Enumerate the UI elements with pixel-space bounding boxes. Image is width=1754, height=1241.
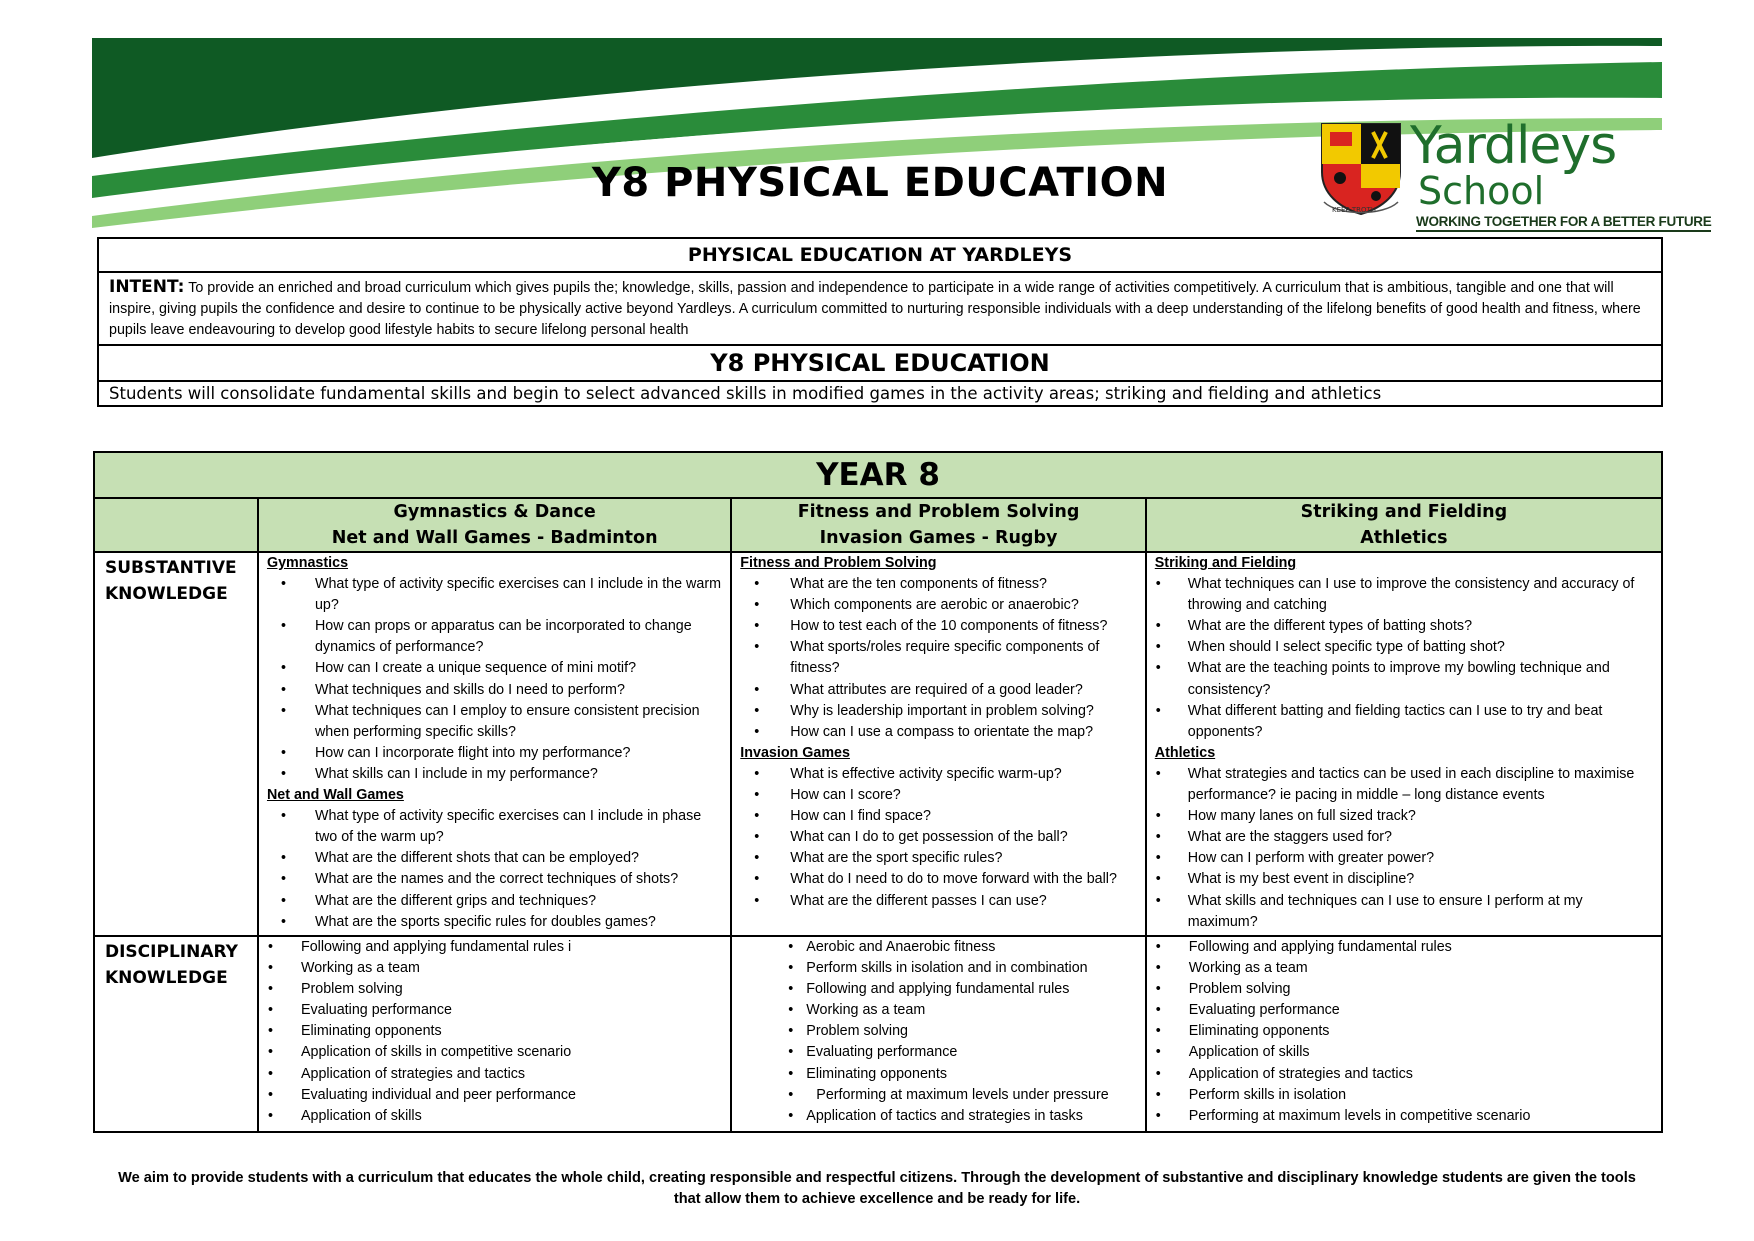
list-item: • How can props or apparatus can be incorporated to change dynamics of performance? bbox=[267, 616, 724, 658]
disciplinary-col2-cell bbox=[731, 936, 1145, 1132]
substantive-gymnastics-cell bbox=[258, 552, 731, 936]
list-item: • What different batting and fielding tactics can I use to try and beat opponents? bbox=[1155, 701, 1655, 743]
list-item: • What are the sport specific rules? bbox=[740, 848, 1138, 869]
subheading: Striking and Fielding bbox=[1154, 555, 1297, 571]
list-item: • What are the teaching points to improve my bowling technique and consistency? bbox=[1155, 658, 1655, 700]
year-heading: Y8 PHYSICAL EDUCATION bbox=[98, 345, 1662, 381]
subheading: Invasion Games bbox=[740, 744, 850, 761]
corner-cell bbox=[94, 498, 258, 552]
row-label-line: DISCIPLINARY bbox=[105, 942, 238, 962]
list-item: • What is my best event in discipline? bbox=[1155, 869, 1655, 890]
bullet-list bbox=[267, 937, 724, 1127]
logo-name: Yardleys bbox=[1410, 116, 1617, 176]
bullet-list bbox=[267, 574, 724, 785]
list-item: • Eliminating opponents bbox=[267, 1021, 724, 1042]
list-item: • What techniques and skills do I need to perform? bbox=[267, 680, 724, 701]
list-item: • What techniques can I use to improve the consistency and accuracy of throwing and catching bbox=[1155, 574, 1655, 616]
subheading: Net and Wall Games bbox=[266, 787, 404, 804]
list-item: • What are the different types of batting shots? bbox=[1155, 616, 1655, 637]
substantive-striking-cell bbox=[1146, 552, 1662, 936]
list-item: • How can I use a compass to orientate the map? bbox=[740, 722, 1138, 743]
row-label-substantive bbox=[94, 552, 258, 936]
intent-text: To provide an enriched and broad curriculum which gives pupils the; knowledge, skills, passion and independence to participate in a wide range of activities competitively. A curriculum that is ambitious, tangible and one that will inspire, giving pupils the confidence and desire to continue to be physically active beyond Yardleys. A curriculum committed to nurturing responsible individuals with a deep understanding of the lifelong benefits of good health and fitness, where pupils leave endeavouring to develop good lifestyle habits to secure lifelong personal health bbox=[109, 280, 1641, 338]
bullet-list bbox=[1155, 937, 1655, 1127]
list-item: • Following and applying fundamental rules bbox=[1155, 937, 1655, 958]
bullet-list bbox=[740, 764, 1138, 912]
bullet-list bbox=[1155, 764, 1655, 933]
crest-icon bbox=[1318, 120, 1404, 218]
bullet-list bbox=[267, 806, 724, 933]
list-item: • Application of tactics and strategies in tasks bbox=[740, 1106, 1138, 1127]
list-item: • Performing at maximum levels under pressure bbox=[740, 1085, 1138, 1106]
column-header-2 bbox=[731, 498, 1145, 552]
list-item: • How to test each of the 10 components of fitness? bbox=[740, 616, 1138, 637]
list-item: • What can I do to get possession of the ball? bbox=[740, 827, 1138, 848]
intro-table bbox=[97, 237, 1663, 407]
disciplinary-col3-cell bbox=[1146, 936, 1662, 1132]
crest-motto: KEEP TROTH bbox=[1332, 206, 1377, 214]
school-logo bbox=[1318, 116, 1712, 230]
list-item: • What type of activity specific exercises can I include in the warm up? bbox=[267, 574, 724, 616]
list-item: • Evaluating performance bbox=[740, 1042, 1138, 1063]
disciplinary-col1-cell bbox=[258, 936, 731, 1132]
substantive-fitness-cell bbox=[731, 552, 1145, 936]
list-item: • Which components are aerobic or anaerobic? bbox=[740, 595, 1138, 616]
list-item: • Perform skills in isolation and in combination bbox=[740, 958, 1138, 979]
list-item: • Following and applying fundamental rules i bbox=[267, 937, 724, 958]
list-item: • How can I create a unique sequence of mini motif? bbox=[267, 658, 724, 679]
list-item: • Evaluating performance bbox=[267, 1000, 724, 1021]
list-item: • How can I perform with greater power? bbox=[1155, 848, 1655, 869]
bullet-list bbox=[1155, 574, 1655, 743]
list-item: • How many lanes on full sized track? bbox=[1155, 806, 1655, 827]
list-item: • Application of skills in competitive scenario bbox=[267, 1042, 724, 1063]
list-item: • Perform skills in isolation bbox=[1155, 1085, 1655, 1106]
list-item: • What sports/roles require specific components of fitness? bbox=[740, 637, 1138, 679]
list-item: • When should I select specific type of batting shot? bbox=[1155, 637, 1655, 658]
list-item: • Working as a team bbox=[1155, 958, 1655, 979]
list-item: • What are the different shots that can be employed? bbox=[267, 848, 724, 869]
row-label-line: KNOWLEDGE bbox=[105, 584, 228, 604]
list-item: • Application of strategies and tactics bbox=[267, 1064, 724, 1085]
list-item: • Problem solving bbox=[1155, 979, 1655, 1000]
list-item: • Evaluating individual and peer performance bbox=[267, 1085, 724, 1106]
list-item: • How can I find space? bbox=[740, 806, 1138, 827]
list-item: • What attributes are required of a good leader? bbox=[740, 680, 1138, 701]
column-header-line: Invasion Games - Rugby bbox=[819, 528, 1058, 548]
column-header-3 bbox=[1146, 498, 1662, 552]
list-item: • Working as a team bbox=[740, 1000, 1138, 1021]
list-item: • Application of strategies and tactics bbox=[1155, 1064, 1655, 1085]
list-item: • Problem solving bbox=[267, 979, 724, 1000]
list-item: • Application of skills bbox=[267, 1106, 724, 1127]
logo-subtitle: School bbox=[1418, 169, 1545, 213]
intent-cell bbox=[98, 272, 1662, 345]
list-item: • Performing at maximum levels in competitive scenario bbox=[1155, 1106, 1655, 1127]
list-item: • What are the staggers used for? bbox=[1155, 827, 1655, 848]
list-item: • What type of activity specific exercises can I include in phase two of the warm up? bbox=[267, 806, 724, 848]
list-item: • Aerobic and Anaerobic fitness bbox=[740, 937, 1138, 958]
column-header-line: Net and Wall Games - Badminton bbox=[331, 528, 658, 548]
list-item: • Eliminating opponents bbox=[740, 1064, 1138, 1085]
list-item: • What is effective activity specific warm-up? bbox=[740, 764, 1138, 785]
list-item: • What skills and techniques can I use to ensure I perform at my maximum? bbox=[1155, 891, 1655, 933]
list-item: • Problem solving bbox=[740, 1021, 1138, 1042]
list-item: • What are the different passes I can use? bbox=[740, 891, 1138, 912]
list-item: • What skills can I include in my performance? bbox=[267, 764, 724, 785]
intro-heading: PHYSICAL EDUCATION AT YARDLEYS bbox=[98, 238, 1662, 272]
list-item: • Why is leadership important in problem solving? bbox=[740, 701, 1138, 722]
bullet-list bbox=[740, 937, 1138, 1127]
list-item: • What are the sports specific rules for doubles games? bbox=[267, 912, 724, 933]
footer-statement: We aim to provide students with a curriculum that educates the whole child, creating responsible and respectful citizens. Through the development of substantive and disciplinary knowledge students are given the tools that allow them to achieve excellence and be ready for life. bbox=[118, 1170, 1636, 1207]
subheading: Athletics bbox=[1154, 744, 1216, 761]
column-header-line: Athletics bbox=[1360, 528, 1448, 548]
bullet-list bbox=[740, 574, 1138, 743]
list-item: • What do I need to do to move forward with the ball? bbox=[740, 869, 1138, 890]
logo-tagline: WORKING TOGETHER FOR A BETTER FUTURE bbox=[1416, 214, 1711, 232]
row-label-disciplinary bbox=[94, 936, 258, 1132]
list-item: • What are the ten components of fitness? bbox=[740, 574, 1138, 595]
column-header-line: Gymnastics & Dance bbox=[393, 502, 596, 522]
list-item: • What are the names and the correct techniques of shots? bbox=[267, 869, 724, 890]
subheading: Gymnastics bbox=[266, 555, 349, 571]
list-item: • Working as a team bbox=[267, 958, 724, 979]
subheading: Fitness and Problem Solving bbox=[740, 555, 937, 571]
year-title: YEAR 8 bbox=[94, 452, 1662, 498]
year-table bbox=[93, 451, 1663, 1133]
list-item: • How can I incorporate flight into my performance? bbox=[267, 743, 724, 764]
list-item: • What techniques can I employ to ensure consistent precision when performing specific skills? bbox=[267, 701, 724, 743]
column-header-1 bbox=[258, 498, 731, 552]
list-item: • What strategies and tactics can be used in each discipline to maximise performance? ie pacing in middle – long distance events bbox=[1155, 764, 1655, 806]
row-label-line: SUBSTANTIVE bbox=[105, 558, 237, 578]
list-item: • Following and applying fundamental rules bbox=[740, 979, 1138, 1000]
row-label-line: KNOWLEDGE bbox=[105, 968, 228, 988]
page-title: Y8 PHYSICAL EDUCATION bbox=[591, 160, 1169, 206]
year-summary: Students will consolidate fundamental skills and begin to select advanced skills in modified games in the activity areas; striking and fielding and athletics bbox=[98, 381, 1662, 406]
intent-label: INTENT: bbox=[109, 277, 185, 297]
list-item: • Eliminating opponents bbox=[1155, 1021, 1655, 1042]
column-header-line: Fitness and Problem Solving bbox=[797, 502, 1080, 522]
column-header-line: Striking and Fielding bbox=[1300, 502, 1508, 522]
list-item: • Evaluating performance bbox=[1155, 1000, 1655, 1021]
list-item: • Application of skills bbox=[1155, 1042, 1655, 1063]
list-item: • What are the different grips and techniques? bbox=[267, 891, 724, 912]
list-item: • How can I score? bbox=[740, 785, 1138, 806]
